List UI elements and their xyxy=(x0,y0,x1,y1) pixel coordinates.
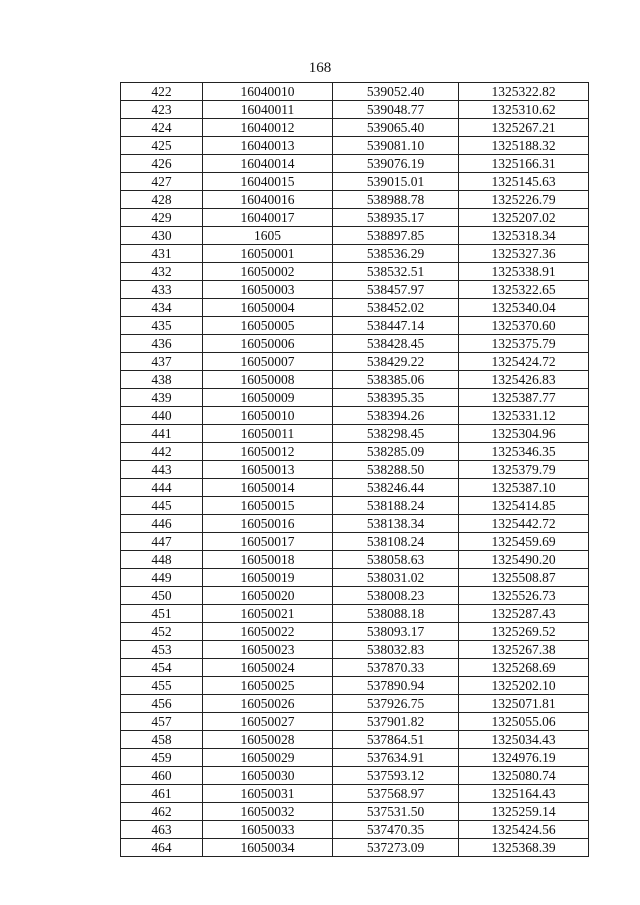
row-index-cell: 448 xyxy=(121,551,203,569)
x-coordinate-cell: 538935.17 xyxy=(333,209,459,227)
x-coordinate-cell: 539015.01 xyxy=(333,173,459,191)
x-coordinate-cell: 539052.40 xyxy=(333,83,459,101)
x-coordinate-cell: 538452.02 xyxy=(333,299,459,317)
table-row xyxy=(121,389,589,407)
page-number: 168 xyxy=(308,60,332,76)
point-id-cell: 16050025 xyxy=(203,677,333,695)
table-row xyxy=(121,407,589,425)
row-index-cell: 457 xyxy=(121,713,203,731)
y-coordinate-cell: 1325164.43 xyxy=(459,785,589,803)
row-index-cell: 452 xyxy=(121,623,203,641)
y-coordinate-cell: 1325424.56 xyxy=(459,821,589,839)
x-coordinate-cell: 538457.97 xyxy=(333,281,459,299)
row-index-cell: 430 xyxy=(121,227,203,245)
coordinates-table xyxy=(120,82,589,857)
row-index-cell: 462 xyxy=(121,803,203,821)
point-id-cell: 16050002 xyxy=(203,263,333,281)
y-coordinate-cell: 1325340.04 xyxy=(459,299,589,317)
point-id-cell: 16040014 xyxy=(203,155,333,173)
point-id-cell: 16040013 xyxy=(203,137,333,155)
table-row xyxy=(121,641,589,659)
x-coordinate-cell: 538897.85 xyxy=(333,227,459,245)
y-coordinate-cell: 1325310.62 xyxy=(459,101,589,119)
point-id-cell: 16050018 xyxy=(203,551,333,569)
y-coordinate-cell: 1325442.72 xyxy=(459,515,589,533)
row-index-cell: 431 xyxy=(121,245,203,263)
row-index-cell: 438 xyxy=(121,371,203,389)
y-coordinate-cell: 1325368.39 xyxy=(459,839,589,857)
y-coordinate-cell: 1325322.65 xyxy=(459,281,589,299)
table-row xyxy=(121,803,589,821)
row-index-cell: 445 xyxy=(121,497,203,515)
row-index-cell: 427 xyxy=(121,173,203,191)
row-index-cell: 455 xyxy=(121,677,203,695)
y-coordinate-cell: 1325188.32 xyxy=(459,137,589,155)
y-coordinate-cell: 1325318.34 xyxy=(459,227,589,245)
row-index-cell: 434 xyxy=(121,299,203,317)
y-coordinate-cell: 1325375.79 xyxy=(459,335,589,353)
table-row xyxy=(121,119,589,137)
row-index-cell: 425 xyxy=(121,137,203,155)
x-coordinate-cell: 538532.51 xyxy=(333,263,459,281)
x-coordinate-cell: 538536.29 xyxy=(333,245,459,263)
point-id-cell: 16050007 xyxy=(203,353,333,371)
y-coordinate-cell: 1325268.69 xyxy=(459,659,589,677)
x-coordinate-cell: 537870.33 xyxy=(333,659,459,677)
y-coordinate-cell: 1325414.85 xyxy=(459,497,589,515)
row-index-cell: 458 xyxy=(121,731,203,749)
table-row xyxy=(121,713,589,731)
row-index-cell: 432 xyxy=(121,263,203,281)
table-row xyxy=(121,533,589,551)
x-coordinate-cell: 537531.50 xyxy=(333,803,459,821)
y-coordinate-cell: 1325338.91 xyxy=(459,263,589,281)
table-row xyxy=(121,227,589,245)
y-coordinate-cell: 1325508.87 xyxy=(459,569,589,587)
row-index-cell: 433 xyxy=(121,281,203,299)
x-coordinate-cell: 537634.91 xyxy=(333,749,459,767)
table-row xyxy=(121,155,589,173)
x-coordinate-cell: 538138.34 xyxy=(333,515,459,533)
row-index-cell: 437 xyxy=(121,353,203,371)
x-coordinate-cell: 537901.82 xyxy=(333,713,459,731)
y-coordinate-cell: 1324976.19 xyxy=(459,749,589,767)
table-row xyxy=(121,515,589,533)
point-id-cell: 16050020 xyxy=(203,587,333,605)
table-row xyxy=(121,101,589,119)
table-row xyxy=(121,443,589,461)
x-coordinate-cell: 539065.40 xyxy=(333,119,459,137)
x-coordinate-cell: 537593.12 xyxy=(333,767,459,785)
x-coordinate-cell: 538429.22 xyxy=(333,353,459,371)
x-coordinate-cell: 538447.14 xyxy=(333,317,459,335)
row-index-cell: 461 xyxy=(121,785,203,803)
table-row xyxy=(121,785,589,803)
table-row xyxy=(121,821,589,839)
row-index-cell: 423 xyxy=(121,101,203,119)
point-id-cell: 16050034 xyxy=(203,839,333,857)
point-id-cell: 16040012 xyxy=(203,119,333,137)
table-row xyxy=(121,569,589,587)
point-id-cell: 16050027 xyxy=(203,713,333,731)
point-id-cell: 16050023 xyxy=(203,641,333,659)
y-coordinate-cell: 1325370.60 xyxy=(459,317,589,335)
table-row xyxy=(121,245,589,263)
point-id-cell: 16050001 xyxy=(203,245,333,263)
table-row xyxy=(121,479,589,497)
point-id-cell: 16050013 xyxy=(203,461,333,479)
y-coordinate-cell: 1325424.72 xyxy=(459,353,589,371)
point-id-cell: 16050028 xyxy=(203,731,333,749)
row-index-cell: 422 xyxy=(121,83,203,101)
table-row xyxy=(121,623,589,641)
y-coordinate-cell: 1325071.81 xyxy=(459,695,589,713)
y-coordinate-cell: 1325034.43 xyxy=(459,731,589,749)
row-index-cell: 440 xyxy=(121,407,203,425)
table-row xyxy=(121,191,589,209)
table-row xyxy=(121,749,589,767)
point-id-cell: 16050032 xyxy=(203,803,333,821)
x-coordinate-cell: 538395.35 xyxy=(333,389,459,407)
row-index-cell: 451 xyxy=(121,605,203,623)
table-row xyxy=(121,497,589,515)
point-id-cell: 16040017 xyxy=(203,209,333,227)
x-coordinate-cell: 538385.06 xyxy=(333,371,459,389)
point-id-cell: 16040015 xyxy=(203,173,333,191)
point-id-cell: 16050031 xyxy=(203,785,333,803)
row-index-cell: 454 xyxy=(121,659,203,677)
row-index-cell: 424 xyxy=(121,119,203,137)
y-coordinate-cell: 1325080.74 xyxy=(459,767,589,785)
table-row xyxy=(121,83,589,101)
table-row xyxy=(121,461,589,479)
x-coordinate-cell: 537890.94 xyxy=(333,677,459,695)
table-row xyxy=(121,839,589,857)
table-row xyxy=(121,605,589,623)
point-id-cell: 16050006 xyxy=(203,335,333,353)
x-coordinate-cell: 538428.45 xyxy=(333,335,459,353)
x-coordinate-cell: 538298.45 xyxy=(333,425,459,443)
x-coordinate-cell: 538188.24 xyxy=(333,497,459,515)
y-coordinate-cell: 1325426.83 xyxy=(459,371,589,389)
y-coordinate-cell: 1325490.20 xyxy=(459,551,589,569)
y-coordinate-cell: 1325459.69 xyxy=(459,533,589,551)
row-index-cell: 464 xyxy=(121,839,203,857)
table-row xyxy=(121,173,589,191)
table-row xyxy=(121,281,589,299)
y-coordinate-cell: 1325202.10 xyxy=(459,677,589,695)
x-coordinate-cell: 538246.44 xyxy=(333,479,459,497)
x-coordinate-cell: 538058.63 xyxy=(333,551,459,569)
x-coordinate-cell: 538285.09 xyxy=(333,443,459,461)
row-index-cell: 443 xyxy=(121,461,203,479)
x-coordinate-cell: 537273.09 xyxy=(333,839,459,857)
row-index-cell: 459 xyxy=(121,749,203,767)
row-index-cell: 456 xyxy=(121,695,203,713)
row-index-cell: 442 xyxy=(121,443,203,461)
point-id-cell: 1605 xyxy=(203,227,333,245)
x-coordinate-cell: 538108.24 xyxy=(333,533,459,551)
table-row xyxy=(121,677,589,695)
row-index-cell: 453 xyxy=(121,641,203,659)
point-id-cell: 16050015 xyxy=(203,497,333,515)
y-coordinate-cell: 1325207.02 xyxy=(459,209,589,227)
y-coordinate-cell: 1325387.77 xyxy=(459,389,589,407)
point-id-cell: 16050012 xyxy=(203,443,333,461)
table-row xyxy=(121,371,589,389)
point-id-cell: 16040010 xyxy=(203,83,333,101)
row-index-cell: 439 xyxy=(121,389,203,407)
row-index-cell: 444 xyxy=(121,479,203,497)
row-index-cell: 436 xyxy=(121,335,203,353)
x-coordinate-cell: 538093.17 xyxy=(333,623,459,641)
point-id-cell: 16040011 xyxy=(203,101,333,119)
x-coordinate-cell: 539081.10 xyxy=(333,137,459,155)
x-coordinate-cell: 538008.23 xyxy=(333,587,459,605)
point-id-cell: 16050030 xyxy=(203,767,333,785)
row-index-cell: 460 xyxy=(121,767,203,785)
y-coordinate-cell: 1325055.06 xyxy=(459,713,589,731)
x-coordinate-cell: 537926.75 xyxy=(333,695,459,713)
y-coordinate-cell: 1325145.63 xyxy=(459,173,589,191)
y-coordinate-cell: 1325267.21 xyxy=(459,119,589,137)
table-row xyxy=(121,299,589,317)
table-row xyxy=(121,767,589,785)
table-row xyxy=(121,587,589,605)
point-id-cell: 16050008 xyxy=(203,371,333,389)
row-index-cell: 449 xyxy=(121,569,203,587)
x-coordinate-cell: 539048.77 xyxy=(333,101,459,119)
y-coordinate-cell: 1325166.31 xyxy=(459,155,589,173)
y-coordinate-cell: 1325346.35 xyxy=(459,443,589,461)
table-row xyxy=(121,209,589,227)
y-coordinate-cell: 1325226.79 xyxy=(459,191,589,209)
point-id-cell: 16040016 xyxy=(203,191,333,209)
point-id-cell: 16050019 xyxy=(203,569,333,587)
row-index-cell: 446 xyxy=(121,515,203,533)
y-coordinate-cell: 1325259.14 xyxy=(459,803,589,821)
row-index-cell: 435 xyxy=(121,317,203,335)
y-coordinate-cell: 1325304.96 xyxy=(459,425,589,443)
point-id-cell: 16050016 xyxy=(203,515,333,533)
x-coordinate-cell: 537864.51 xyxy=(333,731,459,749)
table-row xyxy=(121,335,589,353)
row-index-cell: 441 xyxy=(121,425,203,443)
y-coordinate-cell: 1325526.73 xyxy=(459,587,589,605)
point-id-cell: 16050003 xyxy=(203,281,333,299)
table-row xyxy=(121,659,589,677)
table-row xyxy=(121,353,589,371)
row-index-cell: 450 xyxy=(121,587,203,605)
x-coordinate-cell: 537568.97 xyxy=(333,785,459,803)
x-coordinate-cell: 539076.19 xyxy=(333,155,459,173)
row-index-cell: 428 xyxy=(121,191,203,209)
table-row xyxy=(121,695,589,713)
point-id-cell: 16050009 xyxy=(203,389,333,407)
x-coordinate-cell: 537470.35 xyxy=(333,821,459,839)
row-index-cell: 429 xyxy=(121,209,203,227)
point-id-cell: 16050004 xyxy=(203,299,333,317)
row-index-cell: 447 xyxy=(121,533,203,551)
x-coordinate-cell: 538988.78 xyxy=(333,191,459,209)
x-coordinate-cell: 538032.83 xyxy=(333,641,459,659)
x-coordinate-cell: 538031.02 xyxy=(333,569,459,587)
y-coordinate-cell: 1325267.38 xyxy=(459,641,589,659)
point-id-cell: 16050010 xyxy=(203,407,333,425)
table-row xyxy=(121,317,589,335)
y-coordinate-cell: 1325379.79 xyxy=(459,461,589,479)
table-row xyxy=(121,263,589,281)
x-coordinate-cell: 538088.18 xyxy=(333,605,459,623)
point-id-cell: 16050026 xyxy=(203,695,333,713)
y-coordinate-cell: 1325331.12 xyxy=(459,407,589,425)
row-index-cell: 426 xyxy=(121,155,203,173)
x-coordinate-cell: 538288.50 xyxy=(333,461,459,479)
y-coordinate-cell: 1325322.82 xyxy=(459,83,589,101)
table-row xyxy=(121,137,589,155)
point-id-cell: 16050029 xyxy=(203,749,333,767)
point-id-cell: 16050011 xyxy=(203,425,333,443)
table-body xyxy=(121,83,589,857)
point-id-cell: 16050017 xyxy=(203,533,333,551)
x-coordinate-cell: 538394.26 xyxy=(333,407,459,425)
y-coordinate-cell: 1325387.10 xyxy=(459,479,589,497)
point-id-cell: 16050033 xyxy=(203,821,333,839)
point-id-cell: 16050005 xyxy=(203,317,333,335)
point-id-cell: 16050022 xyxy=(203,623,333,641)
point-id-cell: 16050014 xyxy=(203,479,333,497)
table-row xyxy=(121,731,589,749)
point-id-cell: 16050021 xyxy=(203,605,333,623)
y-coordinate-cell: 1325327.36 xyxy=(459,245,589,263)
table-row xyxy=(121,425,589,443)
table-row xyxy=(121,551,589,569)
y-coordinate-cell: 1325269.52 xyxy=(459,623,589,641)
row-index-cell: 463 xyxy=(121,821,203,839)
point-id-cell: 16050024 xyxy=(203,659,333,677)
y-coordinate-cell: 1325287.43 xyxy=(459,605,589,623)
